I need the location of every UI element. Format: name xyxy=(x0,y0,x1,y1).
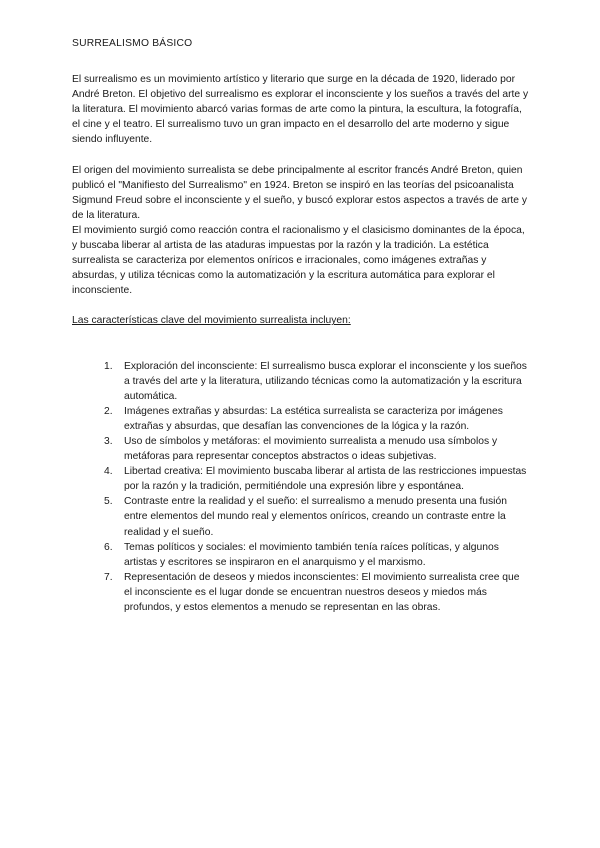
list-item xyxy=(72,570,530,615)
list-item-text: Imágenes extrañas y absurdas: La estética surrealista se caracteriza por imágenes extrañas y absurdas, que desafían las convenciones de la lógica y la razón. xyxy=(124,405,503,432)
list-item xyxy=(72,494,530,539)
list-item-number: 7. xyxy=(104,571,113,583)
list-item xyxy=(72,540,530,570)
origin-paragraph: El origen del movimiento surrealista se debe principalmente al escritor francés André Breton, quien publicó el "Manifiesto del Surrealismo" en 1924. Breton se inspiró en las teorías del psicoanalista Sigmund Freud sobre el inconsciente y el sueño, y buscó explorar estos aspectos a través de arte y de la literatura. xyxy=(72,164,528,221)
characteristics-list xyxy=(72,359,530,616)
list-item-text: Contraste entre la realidad y el sueño: el surrealismo a menudo presenta una fusión entre elementos del mundo real y elementos oníricos, creando un contraste entre la realidad y el sueño. xyxy=(124,496,507,538)
list-item xyxy=(72,464,530,494)
list-item xyxy=(72,359,530,404)
intro-paragraph: El surrealismo es un movimiento artístico y literario que surge en la década de 1920, liderado por André Breton. El objetivo del surrealismo es explorar el inconsciente y los sueños a través del arte y la literatura. El movimiento abarcó varias formas de arte como la pintura, la escultura, la fotografía, el cine y el teatro. El surrealismo tuvo un gran impacto en el desarrollo del arte moderno y sigue siendo influyente. xyxy=(72,74,529,146)
list-item-number: 2. xyxy=(104,405,113,417)
list-item xyxy=(72,434,530,464)
list-item-number: 4. xyxy=(104,466,113,478)
list-item-text: Libertad creativa: El movimiento buscaba liberar al artista de las restricciones impuestas por la razón y la tradición, permitiéndole una expresión libre y espontánea. xyxy=(124,466,527,493)
document-content xyxy=(72,36,530,615)
list-item-number: 5. xyxy=(104,496,113,508)
reaction-paragraph: El movimiento surgió como reacción contra el racionalismo y el clasicismo dominantes de la época, y buscaba liberar al artista de las ataduras impuestas por la razón y la tradición. La estética surrealista se caracteriza por elementos oníricos e irracionales, como imágenes extrañas y absurdas, y utiliza técnicas como la automatización y la escritura automática para explorar el inconsciente. xyxy=(72,224,525,297)
list-item-text: Representación de deseos y miedos inconscientes: El movimiento surrealista cree que el inconsciente es el lugar donde se encuentran nuestros deseos y miedos más profundos, y estos elementos a menudo se representan en las obras. xyxy=(124,571,520,613)
list-item-number: 3. xyxy=(104,435,113,447)
list-item-number: 1. xyxy=(104,360,113,372)
list-item-text: Exploración del inconsciente: El surrealismo busca explorar el inconsciente y los sueños a través del arte y la literatura, utilizando técnicas como la automatización y la escritura automática. xyxy=(124,360,527,402)
list-item-text: Temas políticos y sociales: el movimiento también tenía raíces políticas, y algunos artistas y escritores se inspiraron en el anarquismo y el marxismo. xyxy=(124,541,499,568)
list-item-number: 6. xyxy=(104,541,113,553)
list-item xyxy=(72,404,530,434)
list-item-text: Uso de símbolos y metáforas: el movimiento surrealista a menudo usa símbolos y metáforas para representar conceptos abstractos o ideas subjetivas. xyxy=(124,435,498,463)
document-title: SURREALISMO BÁSICO xyxy=(72,38,193,49)
characteristics-heading: Las características clave del movimiento surrealista incluyen: xyxy=(72,315,351,327)
